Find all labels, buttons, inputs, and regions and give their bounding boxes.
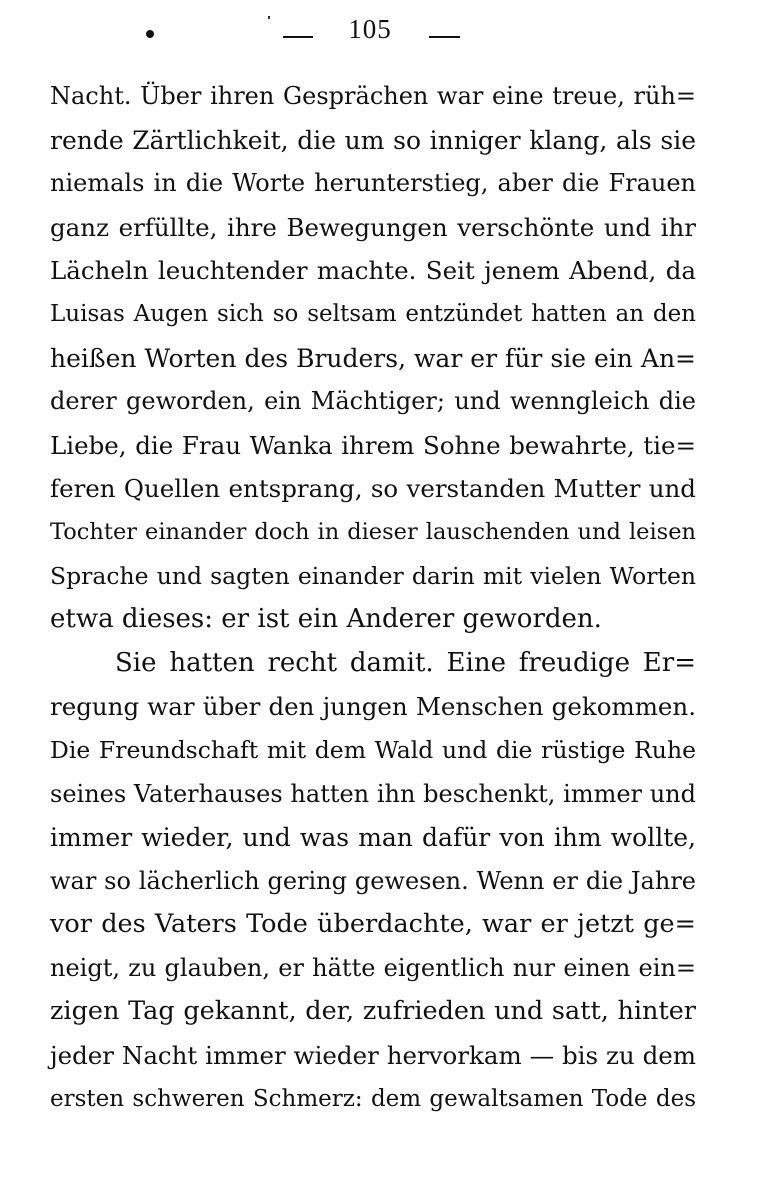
page-number: 105 <box>348 14 392 44</box>
body-text <box>50 75 696 1121</box>
text-line: war so lächerlich gering gewesen. Wenn er die Jahre <box>50 866 696 895</box>
bullet-mark <box>146 30 154 38</box>
text-line: Sie hatten recht damit. Eine freudige Er= <box>115 647 696 678</box>
text-line: ganz erfüllte, ihre Bewegungen verschönte und ihr <box>50 212 696 242</box>
text-line: derer geworden, ein Mächtiger; und wenngleich die <box>50 387 696 416</box>
text-line: regung war über den jungen Menschen gekommen. <box>50 692 696 722</box>
page-header <box>0 8 769 48</box>
text-line: jeder Nacht immer wieder hervorkam — bis zu dem <box>50 1041 696 1071</box>
text-line: Nacht. Über ihren Gesprächen war eine treue, rüh= <box>50 82 696 110</box>
text-line: neigt, zu glauben, er hätte eigentlich nur einen ein= <box>50 953 696 982</box>
text-line: Die Freundschaft mit dem Wald und die rüstige Ruhe <box>50 735 696 764</box>
text-line: feren Quellen entsprang, so verstanden Mutter und <box>50 474 696 504</box>
paragraph <box>50 642 696 1122</box>
text-line: Tochter einander doch in dieser lauschenden und leisen <box>50 518 696 545</box>
header-dash-right <box>429 36 460 38</box>
text-line: zigen Tag gekannt, der, zufrieden und satt, hinter <box>50 996 696 1027</box>
text-line: rende Zärtlichkeit, die um so inniger klang, als sie <box>50 125 696 155</box>
text-line: vor des Vaters Tode überdachte, war er jetzt ge= <box>50 909 696 940</box>
text-line: Liebe, die Frau Wanka ihrem Sohne bewahrte, tie= <box>50 430 696 460</box>
header-dash-left <box>283 36 313 38</box>
text-line: Lächeln leuchtender machte. Seit jenem Abend, da <box>50 256 696 286</box>
paragraph <box>50 75 696 642</box>
text-line: seines Vaterhauses hatten ihn beschenkt, immer und <box>50 779 696 808</box>
text-line: Sprache und sagten einander darin mit vielen Worten <box>50 561 696 590</box>
print-speck <box>268 16 270 19</box>
text-line: Luisas Augen sich so seltsam entzündet hatten an den <box>50 300 696 327</box>
text-line: heißen Worten des Bruders, war er für sie ein An= <box>50 343 696 373</box>
text-line: immer wieder, und was man dafür von ihm wollte, <box>50 823 696 853</box>
text-line: ersten schweren Schmerz: dem gewaltsamen Tode des <box>50 1085 696 1112</box>
text-line: niemals in die Worte herunterstieg, aber die Frauen <box>50 169 696 198</box>
text-line: etwa dieses: er ist ein Anderer geworden. <box>50 604 602 635</box>
